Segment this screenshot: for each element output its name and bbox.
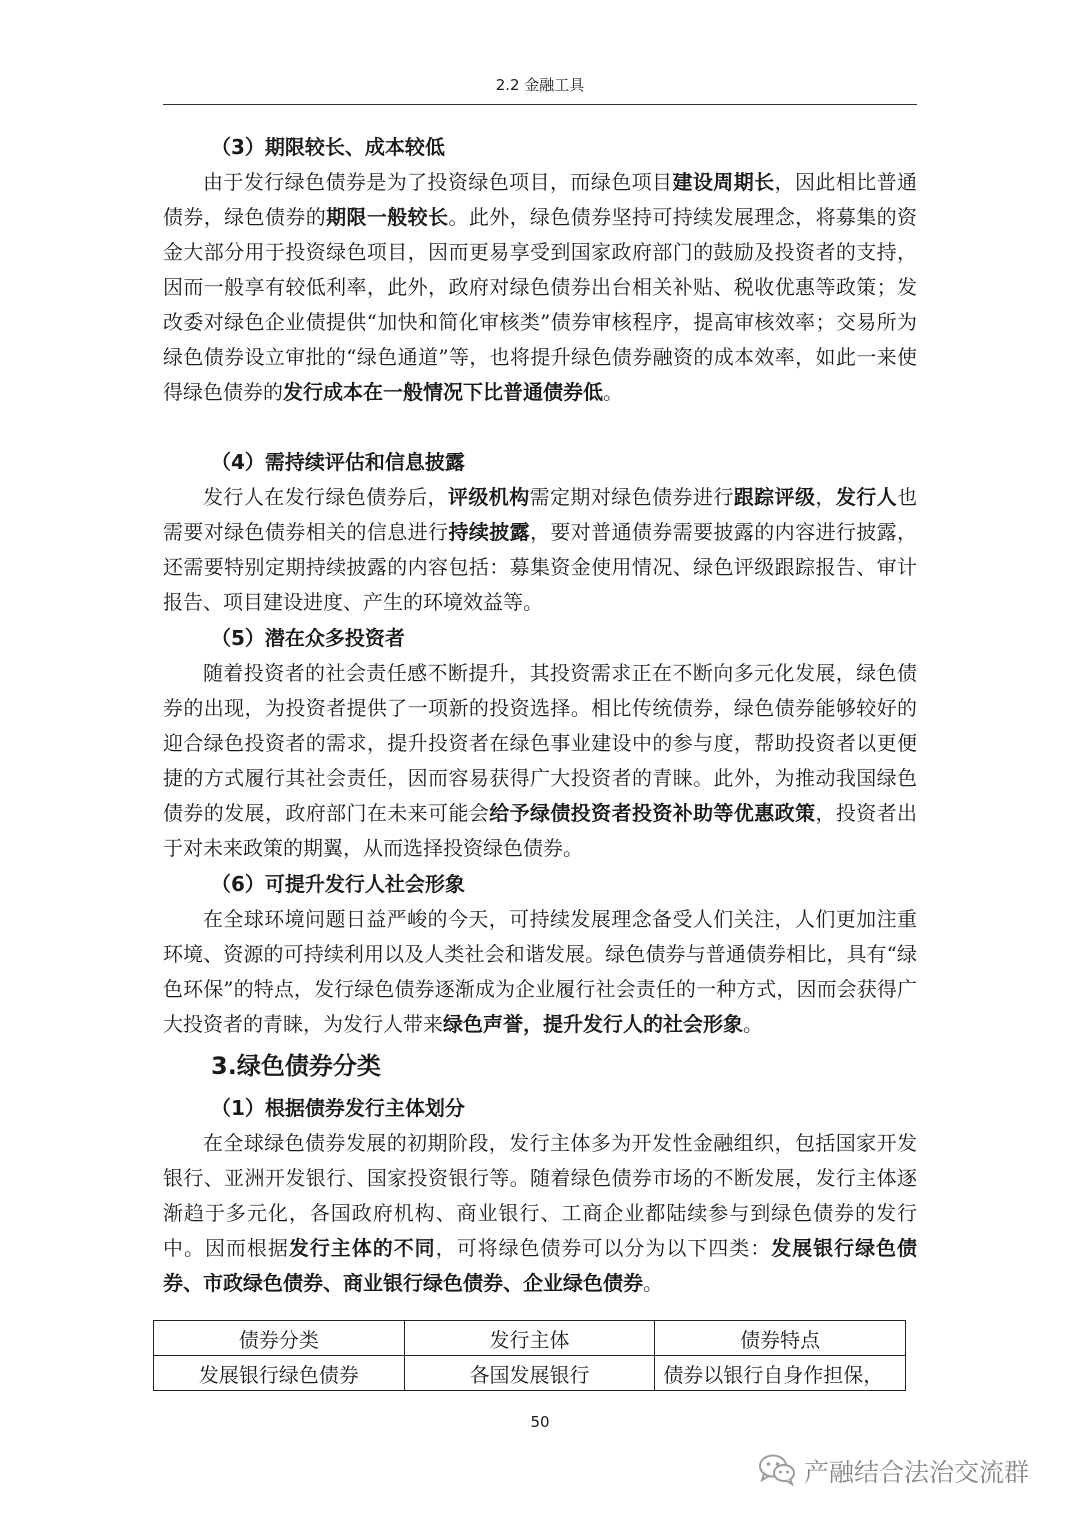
bold-text: 建设周期长	[672, 170, 775, 194]
text-run: ，投资者出于对未来政策的期翼，从而选择投资绿色债券。	[163, 801, 918, 860]
section-heading: （3）期限较长、成本较低	[211, 135, 445, 159]
header-rule	[163, 104, 917, 105]
text-run: 。	[603, 380, 623, 404]
chapter-heading: 3.绿色债券分类	[211, 1052, 381, 1080]
text-run: 。	[743, 1012, 763, 1036]
column-header: 发行主体	[404, 1321, 655, 1356]
paragraph	[163, 656, 917, 866]
section-heading: （5）潜在众多投资者	[211, 626, 405, 650]
running-header: 2.2 金融工具	[495, 76, 585, 94]
text-run: 由于发行绿色债券是为了投资绿色项目，而绿色项目	[203, 170, 673, 194]
text-run: 。	[643, 1271, 663, 1295]
bold-text: 发行主体的不同	[288, 1236, 436, 1260]
column-header: 债券分类	[154, 1321, 405, 1356]
text-run: 在全球绿色债券发展的初期阶段，发行主体多为开发性金融组织，包括国家开发银行、亚洲开发银行、国家投资银行等。随着绿色债券市场的不断发展，发行主体逐渐趋于多元化，各国政府机构、商业银行、工商企业都陆续参与到绿色债券的发行中。因而根据	[163, 1131, 917, 1260]
bold-text: 发展银行绿色债券、市政绿色债券、商业银行绿色债券、企业绿色债券	[163, 1236, 918, 1295]
section-heading: （6）可提升发行人社会形象	[211, 872, 465, 896]
text-run: 也需要对绿色债券相关的信息进行	[163, 485, 918, 544]
table-cell: 债券以银行自身作担保，	[655, 1356, 906, 1391]
section-heading: （4）需持续评估和信息披露	[211, 450, 465, 474]
table-cell: 发展银行绿色债券	[154, 1356, 405, 1391]
bold-text: 持续披露	[448, 520, 531, 544]
bold-text: 绿色声誉，提升发行人的社会形象	[443, 1012, 743, 1036]
table-row	[154, 1356, 906, 1391]
paragraph	[163, 165, 917, 444]
text-run: ，因此相比普通债券，绿色债券的	[163, 170, 918, 229]
column-header: 债券特点	[655, 1321, 906, 1356]
paragraph	[163, 1126, 918, 1295]
text-run: ，要对普通债券需要披露的内容进行披露，还需要特别定期持续披露的内容包括：募集资金使用情况、绿色评级跟踪报告、审计报告、项目建设进度、产生的环境效益等。	[163, 520, 918, 614]
watermark	[758, 1451, 1029, 1491]
table-cell: 各国发展银行	[404, 1356, 655, 1391]
table-header-row	[154, 1321, 906, 1356]
bold-text: 给予绿债投资者投资补助等优惠政策	[489, 801, 816, 825]
text-run: ，可将绿色债券可以分为以下四类：	[435, 1236, 772, 1260]
bond-classification-table	[153, 1320, 906, 1391]
page-body	[163, 129, 918, 1295]
bold-text: 评级机构	[447, 485, 530, 509]
paragraph	[163, 902, 917, 1042]
bold-text: 发行人	[835, 485, 898, 509]
bold-text: 发行成本在一般情况下比普通债券低	[283, 380, 603, 404]
page-number: 50	[530, 1413, 550, 1431]
bold-text: 期限一般较长	[326, 205, 449, 229]
text-run: 发行人在发行绿色债券后，	[203, 485, 448, 509]
text-run: 随着投资者的社会责任感不断提升，其投资需求正在不断向多元化发展，绿色债券的出现，为投资者提供了一项新的投资选择。相比传统债券，绿色债券能够较好的迎合绿色投资者的需求，提升投资者在绿色事业建设中的参与度，帮助投资者以更便捷的方式履行其社会责任，因而容易获得广大投资者的青睐。此外，为推动我国绿色债券的发展，政府部门在未来可能会	[163, 661, 917, 825]
text-run: 。此外，绿色债券坚持可持续发展理念，将募集的资金大部分用于投资绿色项目，因而更易享受到国家政府部门的鼓励及投资者的支持，因而一般享有较低利率，此外，政府对绿色债券出台相关补贴、税收优惠等政策；发改委对绿色企业债提供“加快和简化审核类”债券审核程序，提高审核效率；交易所为绿色债券设立审批的“绿色通道”等，也将提升绿色债券融资的成本效率，如此一来使得绿色债券的	[163, 205, 918, 404]
text-run: 在全球环境问题日益严峻的今天，可持续发展理念备受人们关注，人们更加注重环境、资源的可持续利用以及人类社会和谐发展。绿色债券与普通债券相比，具有“绿色环保”的特点，发行绿色债券逐渐成为企业履行社会责任的一种方式，因而会获得广大投资者的青睐，为发行人带来	[163, 907, 917, 1036]
watermark-text: 产融结合法治交流群	[804, 1458, 1030, 1487]
paragraph	[163, 480, 917, 620]
wechat-icon	[758, 1453, 796, 1489]
section-heading: （1）根据债券发行主体划分	[211, 1096, 465, 1120]
bold-text: 跟踪评级	[733, 485, 816, 509]
text-run: ，	[815, 485, 836, 509]
text-run: 需定期对绿色债券进行	[529, 485, 734, 509]
